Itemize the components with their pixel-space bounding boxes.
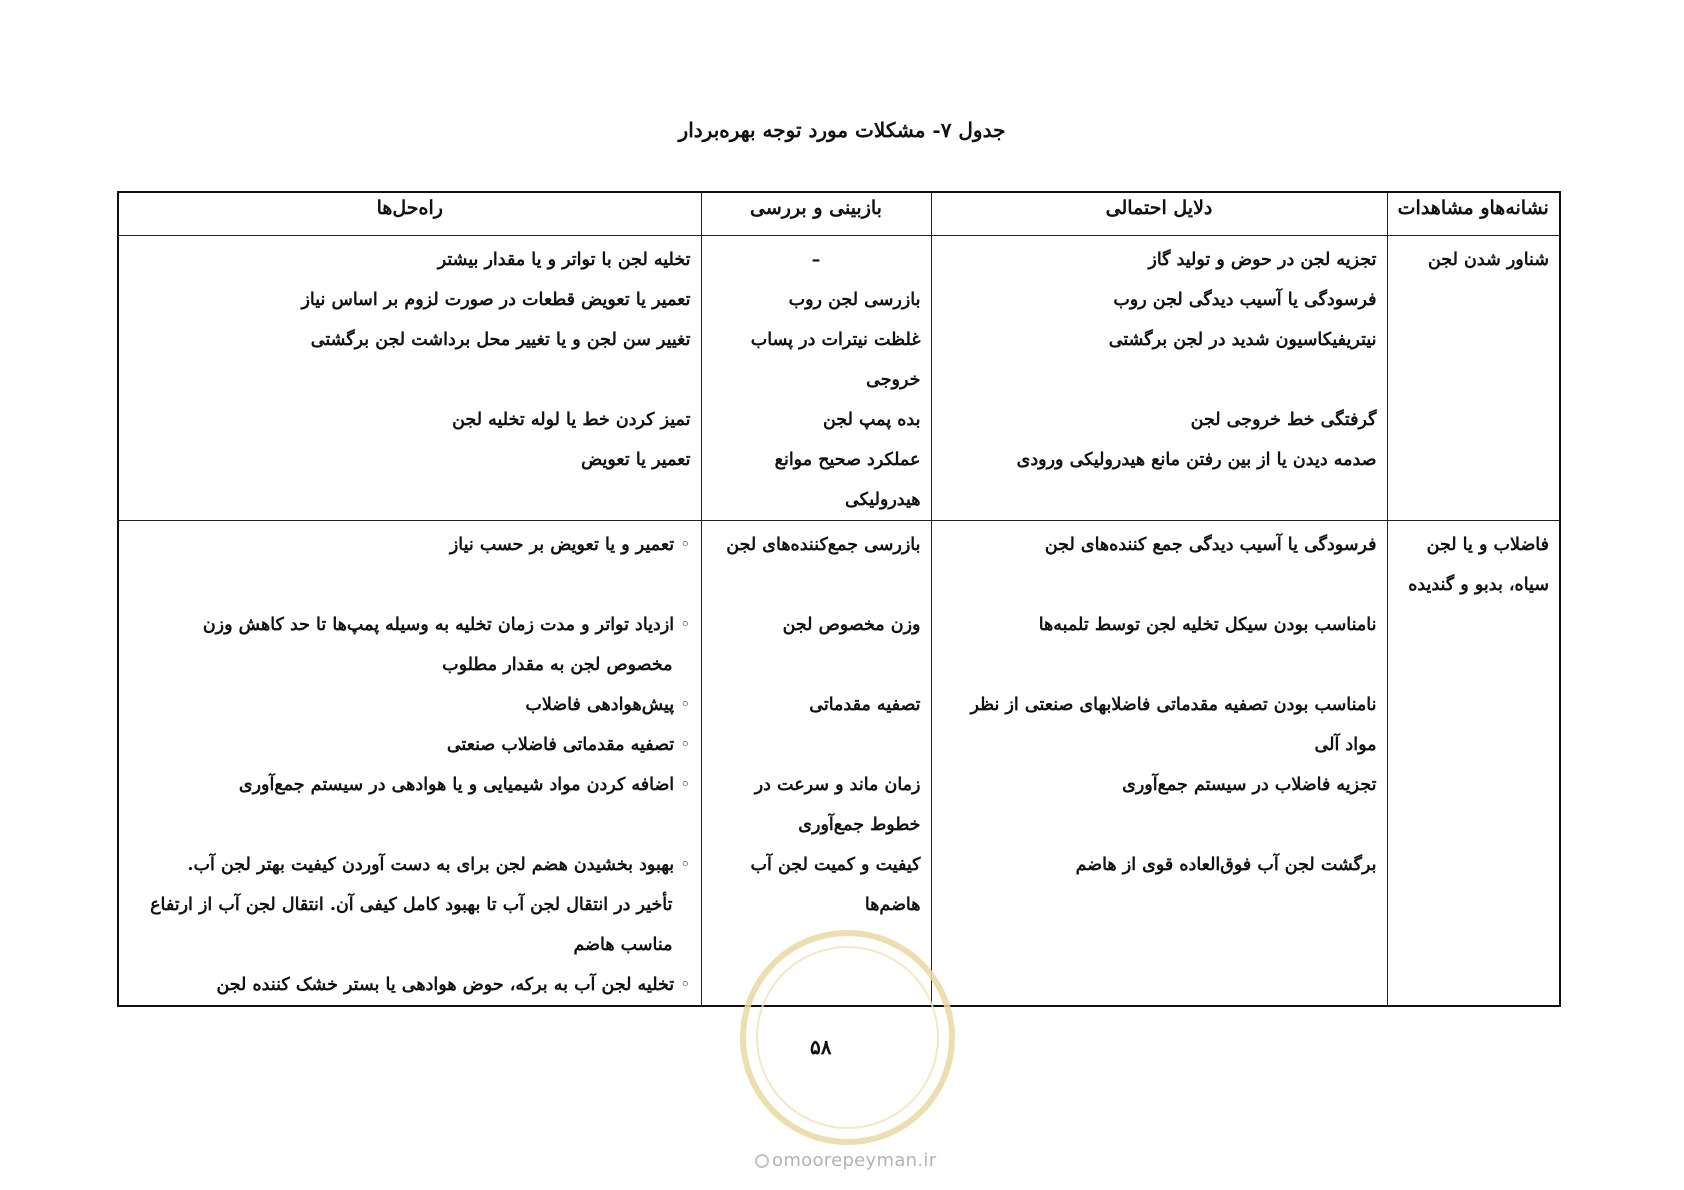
row2-inspection: زمان ماند و سرعت در	[754, 775, 921, 795]
row2-solution: ◦ ازدیاد تواتر و مدت زمان تخلیه به وسیله پمپ‌ها تا حد کاهش وزن	[129, 605, 691, 645]
row2-causes-cell	[931, 521, 1387, 1007]
watermark-url-text: omoorepeyman.ir	[772, 1150, 937, 1171]
row2-inspection: هاضم‌ها	[864, 895, 921, 915]
header-solutions: راه‌حل‌ها	[118, 192, 701, 236]
row2-solution: مناسب هاضم	[573, 935, 673, 955]
row1-solution: تعمیر یا تعویض قطعات در صورت لزوم بر اساس نیاز	[301, 290, 691, 310]
row1-sign-cell	[1387, 236, 1560, 521]
row2-solution: ◦ اضافه کردن مواد شیمیایی و یا هوادهی در سیستم جمع‌آوری	[129, 765, 691, 805]
watermark-url	[755, 1150, 936, 1171]
row1-cause: نیتریفیکاسیون شدید در لجن برگشتی	[1108, 330, 1377, 350]
row2-cause: تجزیه فاضلاب در سیستم جمع‌آوری	[1122, 775, 1377, 795]
header-row	[118, 192, 1560, 236]
row2-inspection: بازرسی جمع‌کننده‌های لجن	[726, 535, 921, 555]
row2-solution: ◦ بهبود بخشیدن هضم لجن برای به دست آوردن کیفیت بهتر لجن آب.	[129, 845, 691, 885]
row2-sign: فاضلاب و یا لجن	[1426, 535, 1549, 555]
row2-inspection: کیفیت و کمیت لجن آب	[750, 855, 921, 875]
row2-solution: ◦ تعمیر و یا تعویض بر حسب نیاز	[129, 525, 691, 565]
row2-inspection: خطوط جمع‌آوری	[798, 815, 921, 835]
row2-cause: نامناسب بودن سیکل تخلیه لجن توسط تلمبه‌ها	[1038, 615, 1377, 635]
at-icon	[755, 1154, 769, 1168]
table-row	[118, 236, 1560, 521]
row2-inspection: تصفیه مقدماتی	[809, 695, 921, 715]
watermark-stamp-icon	[740, 930, 955, 1145]
row1-inspection: غلظت نیترات در پساب	[750, 330, 921, 350]
row1-cause: فرسودگی یا آسیب دیدگی لجن روب	[1113, 290, 1377, 310]
row2-solution: تأخیر در انتقال لجن آب تا بهبود کامل کیفی آن. انتقال لجن آب از ارتفاع	[150, 895, 673, 915]
row2-solution: ◦ پیش‌هوادهی فاضلاب	[129, 685, 691, 725]
row1-solution: تغییر سن لجن و یا تغییر محل برداشت لجن برگشتی	[310, 330, 691, 350]
row2-cause: برگشت لجن آب فوق‌العاده قوی از هاضم	[1075, 855, 1377, 875]
row1-inspection: بده پمپ لجن	[822, 410, 921, 430]
row1-inspection: عملکرد صحیح موانع	[774, 450, 921, 470]
row2-solution: ◦ تخلیه لجن آب به برکه، حوض هوادهی یا بستر خشک کننده لجن	[129, 965, 691, 1005]
row1-solution: تمیز کردن خط یا لوله تخلیه لجن	[452, 410, 691, 430]
row2-solutions-cell	[118, 521, 701, 1007]
row2-cause: مواد آلی	[1314, 735, 1377, 755]
row2-inspection: وزن مخصوص لجن	[782, 615, 921, 635]
row2-cause: نامناسب بودن تصفیه مقدماتی فاضلابهای صنعتی از نظر	[970, 695, 1377, 715]
row2-solution: مخصوص لجن به مقدار مطلوب	[442, 655, 673, 675]
page-number: ۵۸	[810, 1035, 832, 1059]
row1-causes-cell	[931, 236, 1387, 521]
row1-inspection-cell	[701, 236, 931, 521]
row1-inspection: بازرسی لجن روب	[788, 290, 921, 310]
header-causes: دلایل احتمالی	[931, 192, 1387, 236]
row1-solution: تعمیر یا تعویض	[581, 450, 691, 470]
row1-sign: شناور شدن لجن	[1427, 250, 1549, 270]
row2-solution: ◦ تصفیه مقدماتی فاضلاب صنعتی	[129, 725, 691, 765]
row1-cause: گرفتگی خط خروجی لجن	[1190, 410, 1377, 430]
row1-solution: تخلیه لجن با تواتر و یا مقدار بیشتر	[437, 250, 691, 270]
row1-solutions-cell	[118, 236, 701, 521]
row1-inspection: خروجی	[866, 370, 921, 390]
header-signs: نشانه‌هاو مشاهدات	[1387, 192, 1560, 236]
row2-inspection-cell	[701, 521, 931, 1007]
table-caption: جدول ۷- مشکلات مورد توجه بهره‌بردار	[678, 118, 1006, 142]
row1-inspection: هیدرولیکی	[845, 490, 921, 510]
header-inspection: بازبینی و بررسی	[701, 192, 931, 236]
row2-sign-cell	[1387, 521, 1560, 1007]
row2-cause: فرسودگی یا آسیب دیدگی جمع کننده‌های لجن	[1044, 535, 1377, 555]
row1-cause: تجزیه لجن در حوض و تولید گاز	[1148, 250, 1377, 270]
row2-sign: سیاه، بدبو و گندیده	[1408, 575, 1549, 595]
problems-table	[117, 191, 1561, 1007]
row1-inspection: –	[811, 250, 821, 270]
row1-cause: صدمه دیدن یا از بین رفتن مانع هیدرولیکی ورودی	[1016, 450, 1377, 470]
